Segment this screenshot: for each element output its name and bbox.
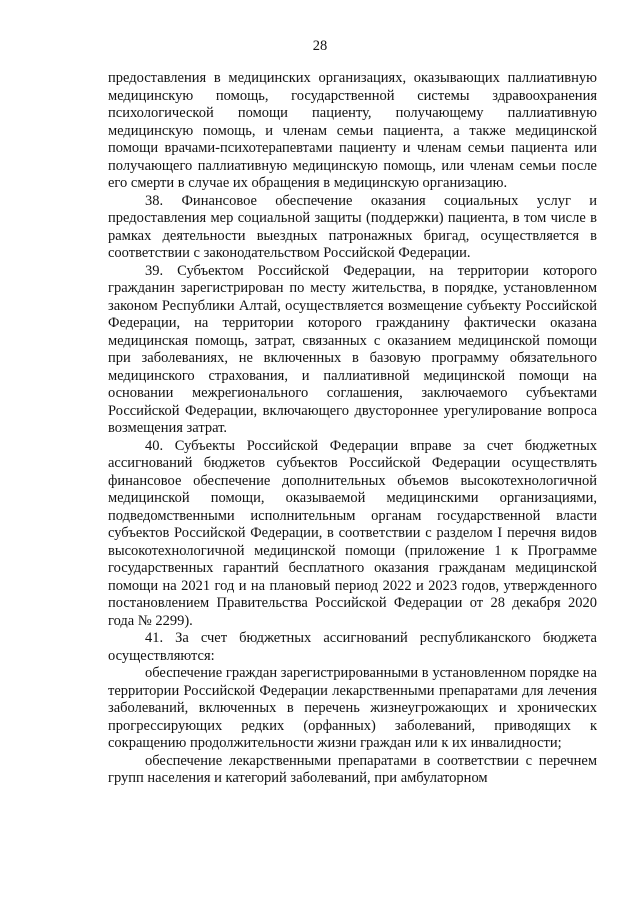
paragraph-continuation: предоставления в медицинских организациях, оказывающих паллиативную медицинскую помощь, государственной системы здравоохранения психологической помощи пациенту, получающему паллиативную медицинскую помощь, и членам семьи пациента, а также медицинской помощи врачами-психотерапевтами пациенту и членам семьи пациента или получающего паллиативную медицинскую помощь, или членам семьи после его смерти в случае их обращения в медицинскую организацию. bbox=[108, 70, 597, 191]
paragraph-outpatient-drugs: обеспечение лекарственными препаратами в соответствии с перечнем групп населения и категорий заболеваний, при амбулаторном bbox=[108, 752, 597, 786]
paragraph-item-38: 38. Финансовое обеспечение оказания социальных услуг и предоставления мер социальной защиты (поддержки) пациента, в том числе в рамках деятельности выездных патронажных бригад, осуществляется в соответствии с законодательством Российской Федерации. bbox=[108, 192, 597, 261]
paragraph-item-40: 40. Субъекты Российской Федерации вправе за счет бюджетных ассигнований бюджетов субъектов Российской Федерации осуществлять финансовое обеспечение дополнительных объемов высокотехнологичной медицинской помощи, оказываемой медицинскими организациями, подведомственными исполнительным органам государственной власти субъектов Российской Федерации, в соответствии с разделом I перечня видов высокотехнологичной медицинской помощи (приложение 1 к Программе государственных гарантий бесплатного оказания гражданам медицинской помощи на 2021 год и на плановый период 2022 и 2023 годов, утвержденного постановлением Правительства Российской Федерации от 28 декабря 2020 года № 2299). bbox=[108, 437, 597, 629]
paragraph-item-41: 41. За счет бюджетных ассигнований республиканского бюджета осуществляются: bbox=[108, 630, 597, 664]
paragraph-item-39: 39. Субъектом Российской Федерации, на территории которого гражданин зарегистрирован по месту жительства, в порядке, установленном законом Республики Алтай, осуществляется возмещение субъекту Российской Федерации, на территории которого гражданину фактически оказана медицинская помощь, затрат, связанных с оказанием медицинской помощи при заболеваниях, не включенных в базовую программу обязательного медицинского страхования, и паллиативной медицинской помощи на основании межрегионального соглашения, заключаемого субъектами Российской Федерации, включающего двустороннее урегулирование вопроса возмещения затрат. bbox=[108, 262, 597, 436]
paragraph-orphan-drugs: обеспечение граждан зарегистрированными в установленном порядке на территории Российской Федерации лекарственными препаратами для лечения заболеваний, включенных в перечень жизнеугрожающих и хронических прогрессирующих редких (орфанных) заболеваний, приводящих к сокращению продолжительности жизни граждан или к их инвалидности; bbox=[108, 665, 597, 751]
document-body bbox=[108, 70, 597, 788]
page-number: 28 bbox=[312, 38, 328, 54]
